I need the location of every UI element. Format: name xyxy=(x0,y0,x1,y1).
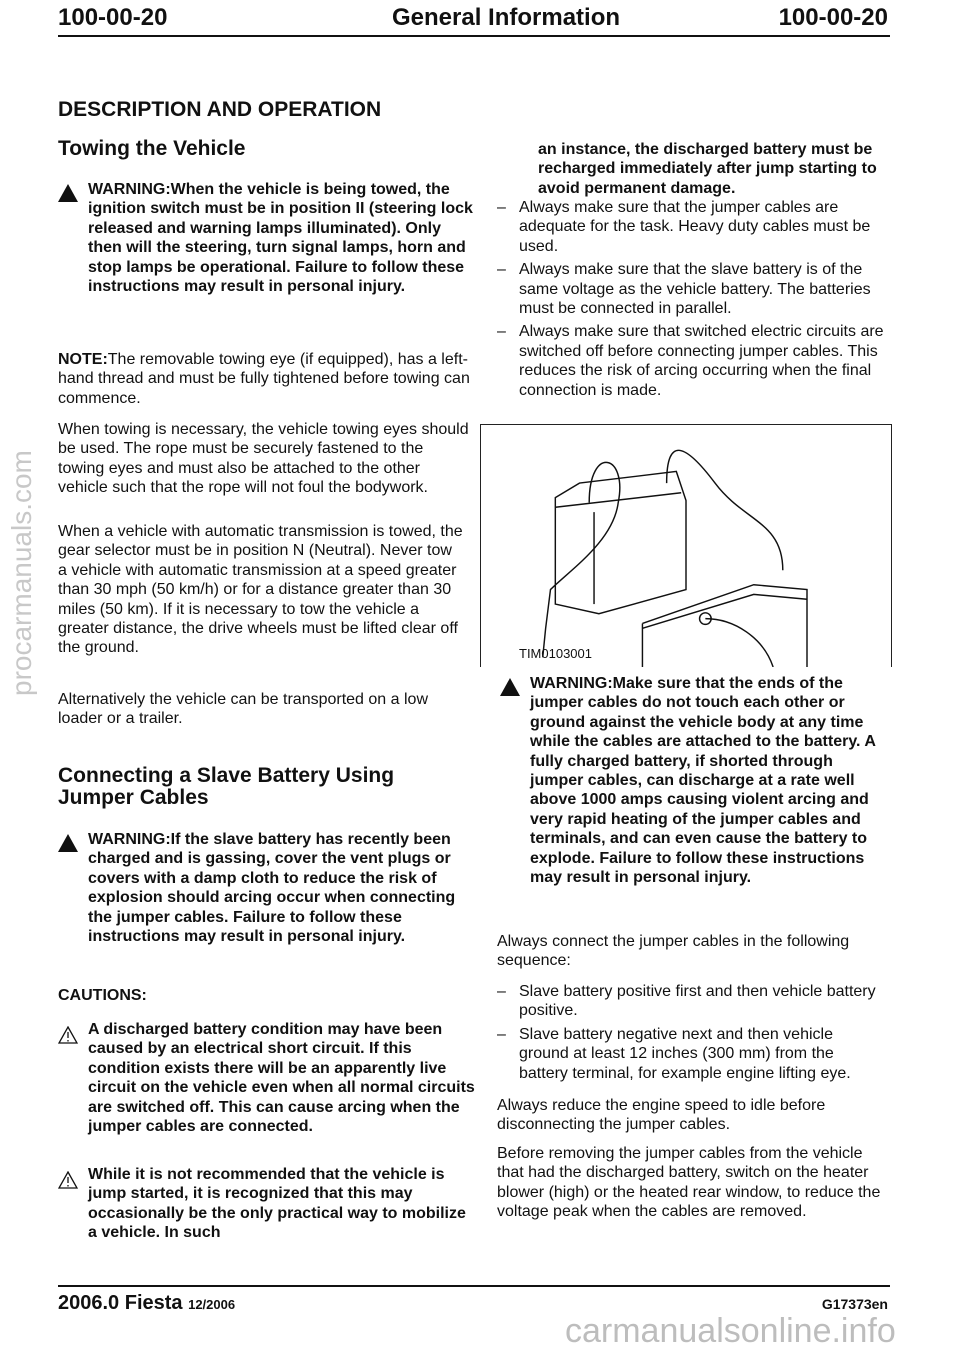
bottom-watermark: carmanualsonline.info xyxy=(565,1312,896,1350)
cautions-label: CAUTIONS: xyxy=(58,987,147,1004)
precautions-list xyxy=(497,198,887,400)
sequence-intro: Always connect the jumper cables in the following sequence: xyxy=(497,933,850,970)
footer-date: 12/2006 xyxy=(188,1297,236,1312)
footer-code: G17373en xyxy=(821,1296,888,1312)
warning-text: WARNING:When the vehicle is being towed, the ignition switch must be in position II (steering lock released and warning lamps illuminated). Only then will the steering, turn signal lamps, horn and stop lamps be operational. Failure to follow these instructions may result in personal injury. xyxy=(88,181,473,296)
engine-speed-paragraph: Always reduce the engine speed to idle before disconnecting the jumper cables. xyxy=(497,1097,826,1134)
caution-2 xyxy=(88,1165,473,1243)
footer-model xyxy=(58,1292,235,1315)
header-title: General Information xyxy=(392,4,621,31)
warning-icon xyxy=(58,184,78,202)
caution-icon xyxy=(58,1026,78,1044)
side-watermark: procarmanuals.com xyxy=(6,450,37,696)
caution-text: A discharged battery condition may have been caused by an electrical short circuit. If this condition exists there will be an apparently live circuit on the vehicle even when all normal circuits are switched off. This can cause arcing when the jumper cables are connected. xyxy=(88,1021,475,1136)
warning-jumper xyxy=(530,674,888,887)
note-label: NOTE: xyxy=(58,351,108,368)
caution-2-continued: an instance, the discharged battery must be recharged immediately after jump starting to avoid permanent damage. xyxy=(538,141,877,197)
list-item: – Slave battery negative next and then vehicle ground at least 12 inches (300 mm) from the battery terminal, for example engine lifting eye. xyxy=(497,1025,887,1083)
list-item: – Slave battery positive first and then vehicle battery positive. xyxy=(497,982,887,1021)
list-item: – Always make sure that the slave battery is of the same voltage as the vehicle battery. The batteries must be connected in parallel. xyxy=(497,260,887,318)
header-page-right: 100-00-20 xyxy=(778,4,888,31)
caution-icon xyxy=(58,1171,78,1189)
list-item: – Always make sure that the jumper cables are adequate for the task. Heavy duty cables must be used. xyxy=(497,198,887,256)
towing-paragraph-2: When a vehicle with automatic transmission is towed, the gear selector must be in position N (Neutral). Never tow a vehicle with automatic transmission at a speed greater than 30 mph (50 km/h) or for a distance greater than 30 miles (50 km). If it is necessary to tow the vehicle a greater distance, the drive wheels must be lifted clear off the ground. xyxy=(58,523,463,657)
battery-illustration xyxy=(481,425,891,667)
header-page-left: 100-00-20 xyxy=(58,4,168,31)
header-rule xyxy=(58,35,890,37)
caution-text: While it is not recommended that the vehicle is jump started, it is recognized that this may occasionally be the only practical way to mobilize a vehicle. In such xyxy=(88,1166,466,1242)
caution-1 xyxy=(88,1020,478,1136)
warning-towing xyxy=(88,180,478,296)
warning-icon xyxy=(500,678,520,696)
footer-rule xyxy=(58,1285,890,1287)
section-title: DESCRIPTION AND OPERATION xyxy=(58,98,382,121)
footer-model-name: 2006.0 Fiesta xyxy=(58,1292,183,1314)
note xyxy=(58,350,470,408)
note-text: The removable towing eye (if equipped), has a left-hand thread and must be fully tightened before towing can commence. xyxy=(58,351,470,407)
list-item: – Always make sure that switched electric circuits are switched off before connecting jumper cables. This reduces the risk of arcing occurring when the final connection is made. xyxy=(497,322,887,400)
figure-label: TIM0103001 xyxy=(519,646,592,661)
sequence-list xyxy=(497,982,887,1083)
towing-heading: Towing the Vehicle xyxy=(58,137,246,160)
warning-text: WARNING:If the slave battery has recently been charged and is gassing, cover the vent plugs or covers with a damp cloth to reduce the risk of explosion should arcing occur when connecting the jumper cables. Failure to follow these instructions may result in personal injury. xyxy=(88,831,456,946)
towing-paragraph-3: Alternatively the vehicle can be transported on a low loader or a trailer. xyxy=(58,691,428,728)
warning-text: WARNING:Make sure that the ends of the jumper cables do not touch each other or ground against the vehicle body at any time while the cables are attached to the battery. A fully charged battery, if shorted through jumper cables, can discharge at a rate well above 1000 amps causing violent arcing and very rapid heating of the jumper cables and terminals, and can even cause the battery to explode. Failure to follow these instructions may result in personal injury. xyxy=(530,675,876,887)
towing-paragraph-1: When towing is necessary, the vehicle towing eyes should be used. The rope must be securely fastened to the towing eyes and must also be attached to the other vehicle such that the rope will not foul the bodywork. xyxy=(58,421,469,497)
jumper-cable-figure xyxy=(480,424,892,667)
warning-icon xyxy=(58,834,78,852)
removing-cables-paragraph: Before removing the jumper cables from the vehicle that had the discharged battery, switch on the heater blower (high) or the heated rear window, to reduce the voltage peak when the cables are removed. xyxy=(497,1145,881,1221)
warning-slave xyxy=(88,830,473,946)
slave-battery-heading: Connecting a Slave Battery Using Jumper Cables xyxy=(58,764,395,809)
